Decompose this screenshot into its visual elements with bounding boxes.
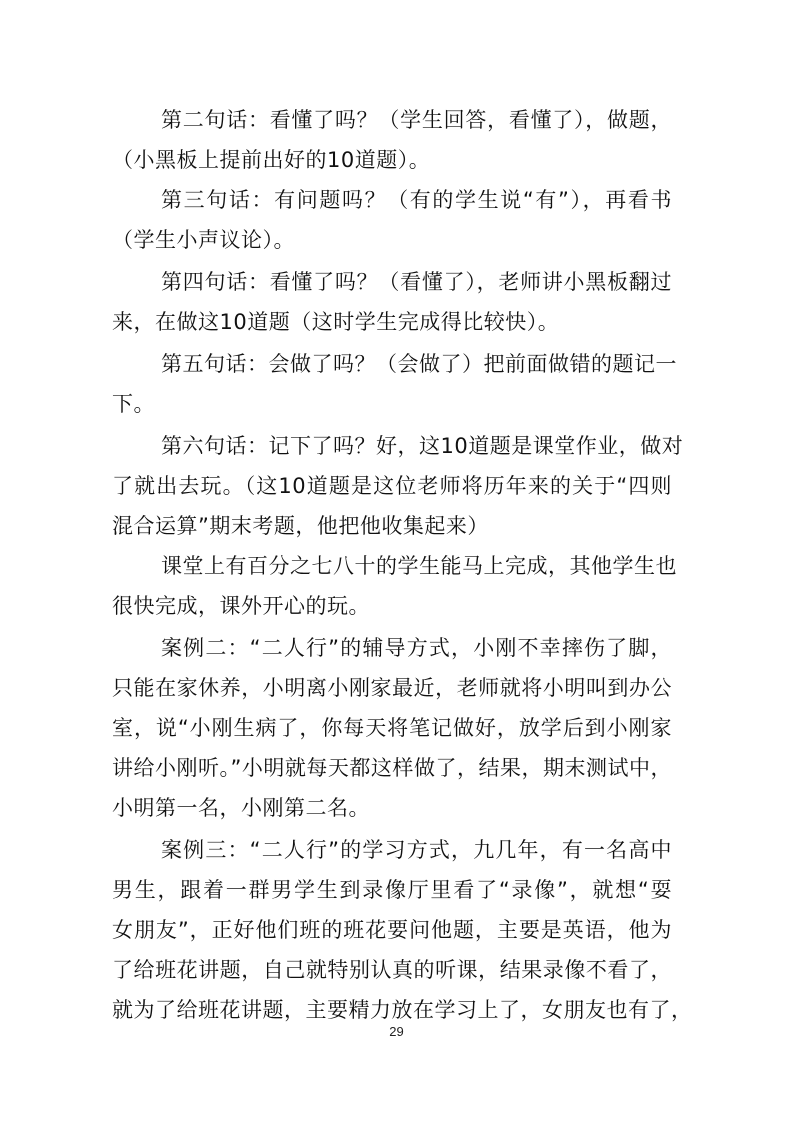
text-line-15: 只能在家休养，小明离小刚家最近，老师就将小明叫到办公 xyxy=(112,676,672,700)
text-line-1: 第二句话：看懂了吗？（学生回答，看懂了），做题， xyxy=(161,108,672,132)
text-line-14: 案例二：“二人行”的辅导方式，小刚不幸摔伤了脚， xyxy=(161,636,672,660)
text-line-4: （学生小声议论）。 xyxy=(112,228,295,252)
text-line-12: 课堂上有百分之七八十的学生能马上完成，其他学生也 xyxy=(161,554,677,578)
text-line-10: 了就出去玩。（这10道题是这位老师将历年来的关于“四则 xyxy=(112,474,672,498)
text-line-2: （小黑板上提前出好的10道题）。 xyxy=(112,148,431,172)
text-line-7: 第五句话：会做了吗？（会做了）把前面做错的题记一 xyxy=(161,352,677,376)
text-line-9: 第六句话：记下了吗？好，这10道题是课堂作业，做对 xyxy=(161,434,684,458)
text-line-23: 就为了给班花讲题，主要精力放在学习上了，女朋友也有了， xyxy=(112,998,693,1022)
text-line-13: 很快完成，课外开心的玩。 xyxy=(112,594,370,618)
text-line-5: 第四句话：看懂了吗？（看懂了），老师讲小黑板翻过 xyxy=(161,270,672,294)
page-number: 29 xyxy=(389,1024,404,1039)
text-line-20: 男生，跟着一群男学生到录像厅里看了“录像”，就想“耍 xyxy=(112,878,672,902)
text-line-11: 混合运算”期末考题，他把他收集起来） xyxy=(112,514,489,538)
text-line-18: 小明第一名，小刚第二名。 xyxy=(112,796,370,820)
text-line-21: 女朋友”，正好他们班的班花要问他题，主要是英语，他为 xyxy=(112,918,672,942)
text-line-8: 下。 xyxy=(112,392,155,416)
text-line-3: 第三句话：有问题吗？（有的学生说“有”），再看书 xyxy=(161,188,672,212)
text-line-22: 了给班花讲题，自己就特别认真的听课，结果录像不看了， xyxy=(112,958,672,982)
text-line-16: 室，说“小刚生病了，你每天将笔记做好，放学后到小刚家 xyxy=(112,716,672,740)
text-line-6: 来，在做这10道题（这时学生完成得比较快）。 xyxy=(112,310,560,334)
text-line-17: 讲给小刚听。”小明就每天都这样做了，结果，期末测试中， xyxy=(112,756,672,780)
text-line-19: 案例三：“二人行”的学习方式，九几年，有一名高中 xyxy=(161,838,672,862)
